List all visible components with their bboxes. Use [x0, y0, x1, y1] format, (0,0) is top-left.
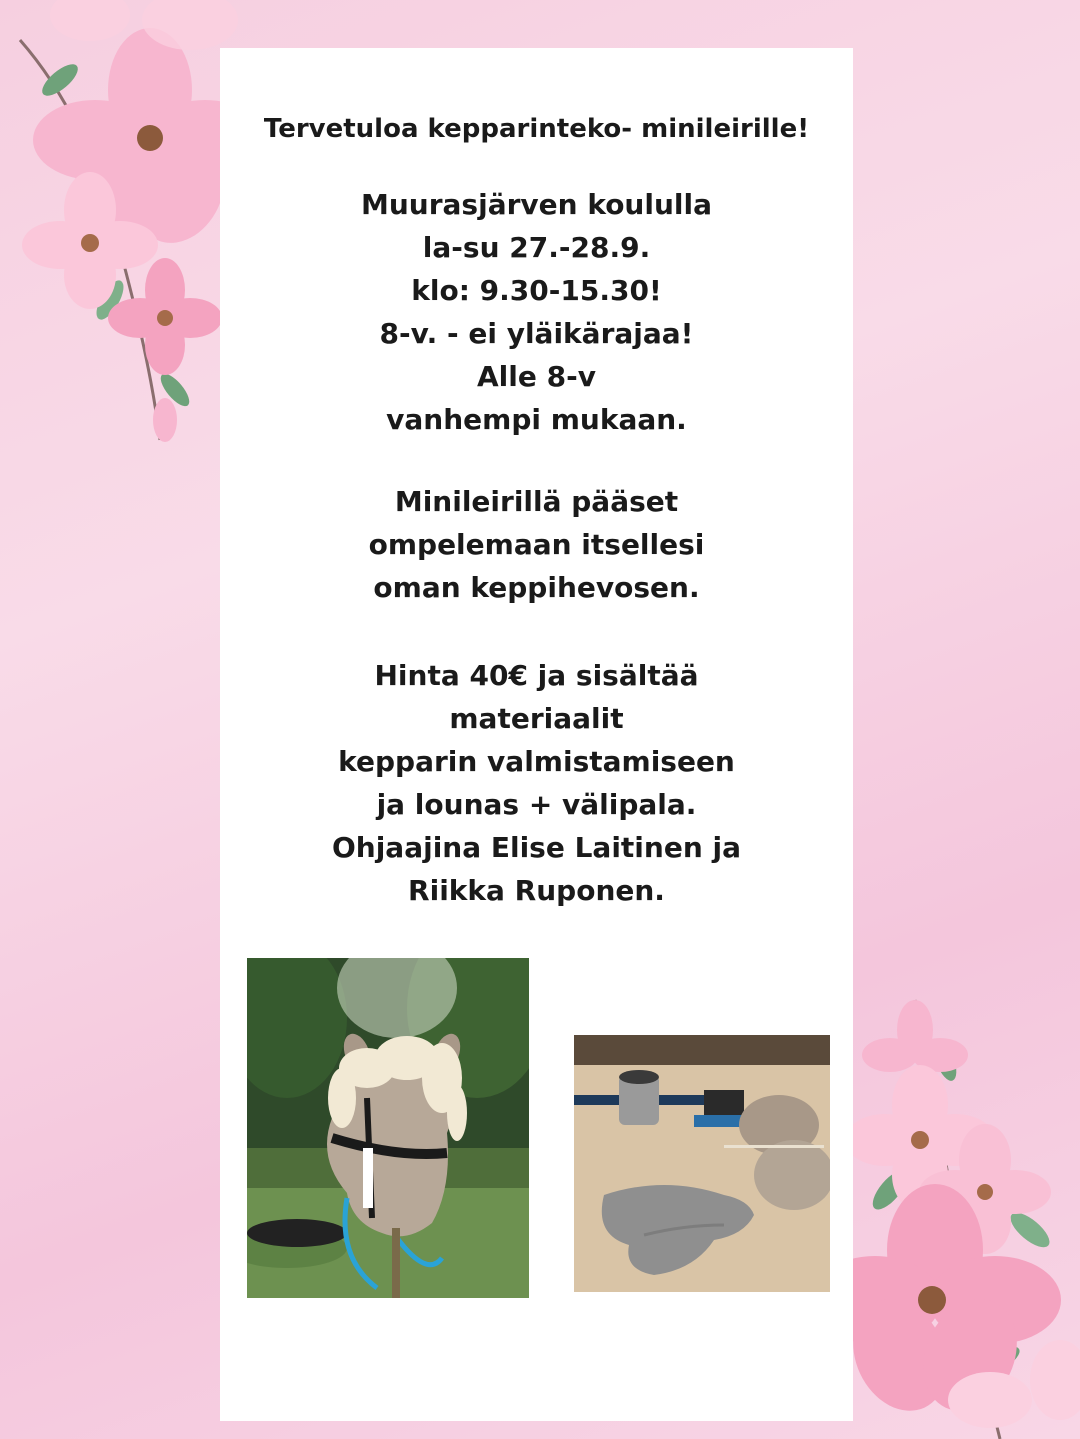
hobby-horse-image-icon [247, 958, 529, 1298]
parent-text: vanhempi mukaan. [386, 403, 687, 436]
flyer-title: Tervetuloa kepparinteko- minileirille! [263, 114, 810, 144]
materials-purpose-text: kepparin valmistamiseen [338, 745, 735, 778]
sewing-pattern-image-icon [574, 1035, 830, 1292]
materials-text: materiaalit [449, 702, 624, 735]
hobby-horse-photo [247, 958, 529, 1298]
event-pricing [220, 654, 853, 912]
meals-text: ja lounas + välipala. [376, 788, 697, 821]
date-text: la-su 27.-28.9. [422, 231, 651, 264]
instructors-text: Ohjaajina Elise Laitinen ja [331, 831, 742, 864]
price-text: Hinta 40€ ja sisältää [374, 659, 699, 692]
time-text: klo: 9.30-15.30! [411, 274, 662, 307]
age-text: 8-v. - ei yläikärajaa! [379, 317, 694, 350]
description-line: oman keppihevosen. [373, 571, 700, 604]
flyer-card [220, 48, 853, 1421]
under-age-text: Alle 8-v [477, 360, 596, 393]
instructors-text-2: Riikka Ruponen. [408, 874, 665, 907]
sewing-pattern-photo [574, 1035, 830, 1292]
event-details [220, 183, 853, 441]
location-text: Muurasjärven koululla [361, 188, 712, 221]
description-line: ompelemaan itsellesi [368, 528, 705, 561]
event-description [220, 480, 853, 609]
description-line: Minileirillä pääset [394, 485, 679, 518]
